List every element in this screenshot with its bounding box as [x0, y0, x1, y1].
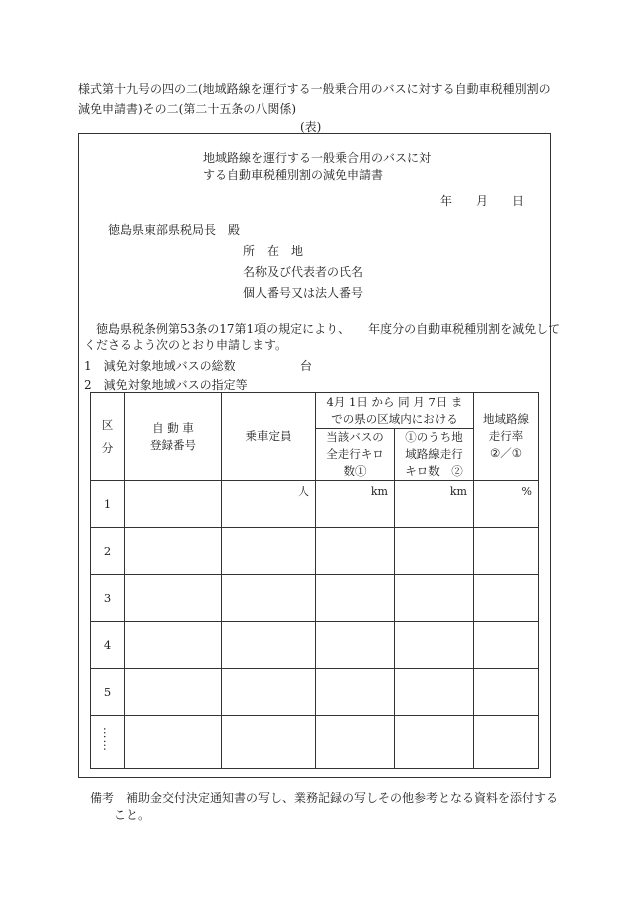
col-period-header: 4月 1日 から 同 月 7日 ま での県の区域内における — [316, 393, 474, 429]
registration-cell[interactable] — [125, 575, 222, 622]
col-registration-header: 自 動 車 登録番号 — [125, 393, 222, 481]
total-km-cell[interactable] — [316, 716, 395, 769]
body-line1: 徳島県税条例第53条の17第1項の規定により、 年度分の自動車税種別割を減免して — [96, 322, 561, 336]
applicant-address-label: 所 在 地 — [243, 244, 304, 258]
capacity-cell[interactable] — [222, 669, 316, 716]
row-number: 4 — [91, 622, 125, 669]
table-header-row — [91, 393, 539, 429]
col-capacity-header: 乗車定員 — [222, 393, 316, 481]
item2-label: 2 減免対象地域バスの指定等 — [84, 378, 248, 392]
row-number: 3 — [91, 575, 125, 622]
rate-cell[interactable] — [474, 716, 539, 769]
route-km-cell[interactable] — [395, 716, 474, 769]
col-route-km-header: ①のうち地 域路線走行 キロ数 ② — [395, 429, 474, 481]
table-row — [91, 716, 539, 769]
table-row — [91, 575, 539, 622]
col-kubun-header: 区 分 — [91, 393, 125, 481]
registration-cell[interactable] — [125, 481, 222, 528]
registration-cell[interactable] — [125, 622, 222, 669]
rate-cell[interactable] — [474, 622, 539, 669]
route-km-cell[interactable] — [395, 528, 474, 575]
form-header-line2: 減免申請書)その二(第二十五条の八関係) — [78, 102, 297, 116]
row-number: 1 — [91, 481, 125, 528]
capacity-cell[interactable] — [222, 622, 316, 669]
route-km-cell[interactable]: km — [395, 481, 474, 528]
total-km-cell[interactable] — [316, 622, 395, 669]
total-km-cell[interactable] — [316, 669, 395, 716]
total-km-cell[interactable] — [316, 528, 395, 575]
rate-cell[interactable] — [474, 575, 539, 622]
col-rate-header: 地域路線 走行率 ②／① — [474, 393, 539, 481]
bus-designation-table — [90, 392, 539, 769]
capacity-cell[interactable] — [222, 716, 316, 769]
side-label: (表) — [300, 120, 322, 134]
date-year: 年 — [440, 194, 453, 208]
route-km-cell[interactable] — [395, 669, 474, 716]
capacity-cell[interactable] — [222, 575, 316, 622]
table-row — [91, 669, 539, 716]
total-km-cell[interactable] — [316, 575, 395, 622]
registration-cell[interactable] — [125, 669, 222, 716]
applicant-number-label: 個人番号又は法人番号 — [243, 286, 364, 300]
table-row — [91, 481, 539, 528]
title-line1: 地域路線を運行する一般乗合用のバスに対 — [203, 151, 432, 165]
date-day: 日 — [512, 194, 525, 208]
remarks-line1: 備考 補助金交付決定通知書の写し、業務記録の写しその他参考となる資料を添付する — [90, 791, 559, 805]
route-km-cell[interactable] — [395, 622, 474, 669]
rate-cell[interactable] — [474, 528, 539, 575]
table-row — [91, 622, 539, 669]
col-total-km-header: 当該バスの 全走行キロ 数① — [316, 429, 395, 481]
title-line2: する自動車税種別割の減免申請書 — [203, 168, 384, 182]
row-number-continuation: …… — [91, 716, 125, 769]
row-number: 2 — [91, 528, 125, 575]
rate-cell[interactable] — [474, 669, 539, 716]
applicant-name-label: 名称及び代表者の氏名 — [243, 265, 364, 279]
capacity-cell[interactable]: 人 — [222, 481, 316, 528]
item1-unit: 台 — [300, 359, 313, 373]
date-month: 月 — [476, 194, 489, 208]
registration-cell[interactable] — [125, 528, 222, 575]
registration-cell[interactable] — [125, 716, 222, 769]
route-km-cell[interactable] — [395, 575, 474, 622]
item1-label: 1 減免対象地域バスの総数 — [84, 359, 236, 373]
remarks-line2: こと。 — [114, 808, 151, 822]
addressee: 徳島県東部県税局長 殿 — [108, 223, 241, 237]
form-header-line1: 様式第十九号の四の二(地域路線を運行する一般乗合用のバスに対する自動車税種別割の — [78, 82, 551, 96]
row-number: 5 — [91, 669, 125, 716]
rate-cell[interactable]: % — [474, 481, 539, 528]
body-line2: くださるよう次のとおり申請します。 — [84, 338, 288, 352]
table-row — [91, 528, 539, 575]
capacity-cell[interactable] — [222, 528, 316, 575]
total-km-cell[interactable]: km — [316, 481, 395, 528]
